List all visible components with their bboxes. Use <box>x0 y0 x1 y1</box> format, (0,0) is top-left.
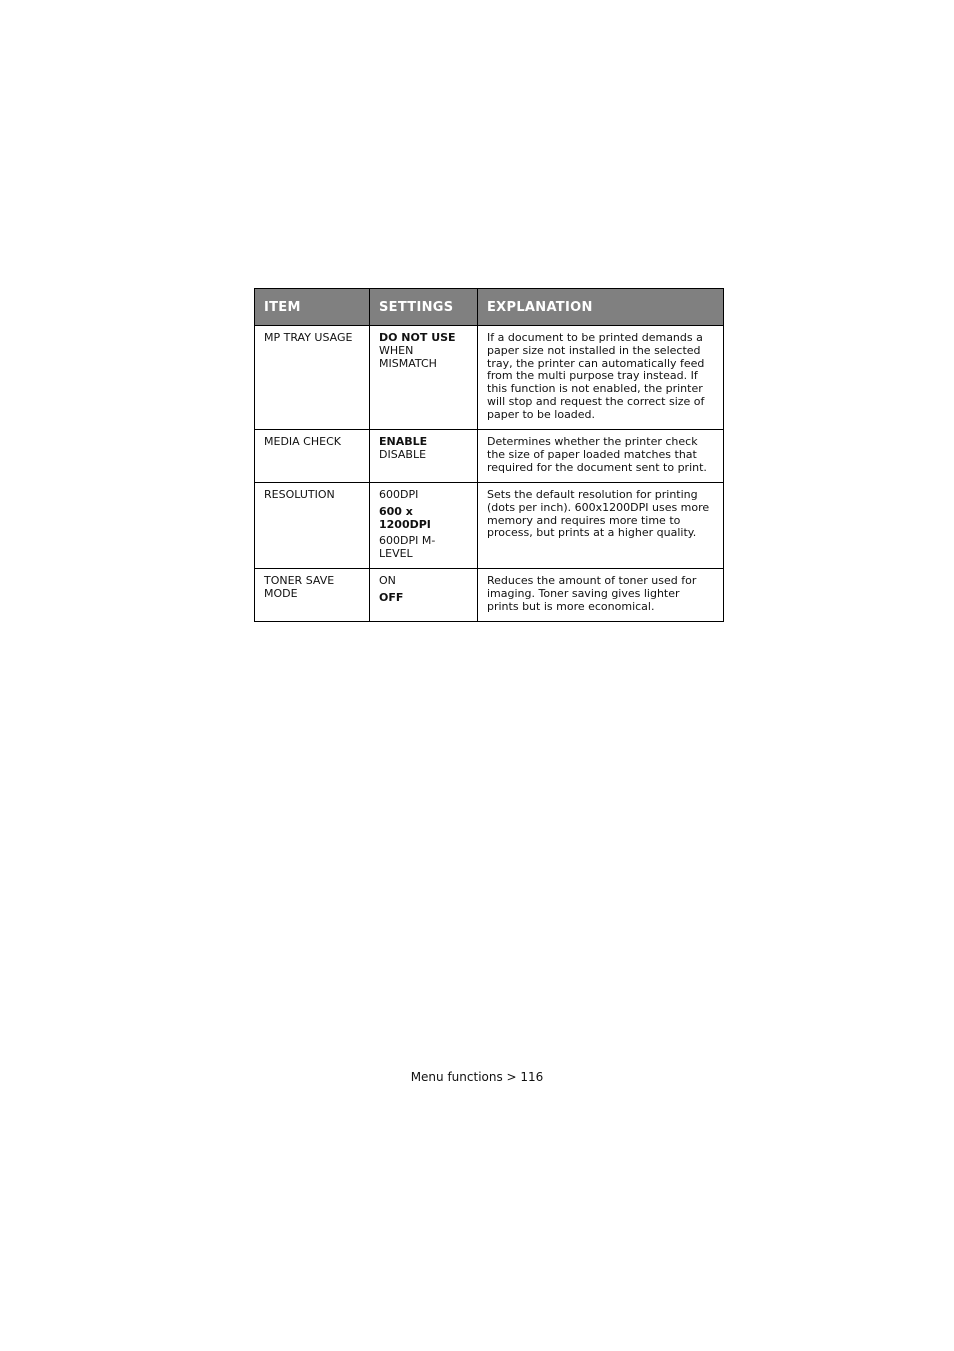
header-settings: SETTINGS <box>370 289 478 326</box>
explanation-cell: If a document to be printed demands a paper size not installed in the selected tray, the printer can automatically feed from the multi purpose tray instead. If this function is not enabled, the printer will stop and request the correct size of paper to be loaded. <box>478 326 724 430</box>
explanation-cell: Reduces the amount of toner used for imaging. Toner saving gives lighter prints but is more economical. <box>478 568 724 621</box>
item-cell: MP TRAY USAGE <box>255 326 370 430</box>
setting-default: OFF <box>379 590 404 604</box>
item-cell: MEDIA CHECK <box>255 430 370 483</box>
settings-cell <box>370 483 478 569</box>
header-item: ITEM <box>255 289 370 326</box>
page-footer: Menu functions > 116 <box>410 1070 544 1084</box>
settings-cell <box>370 568 478 621</box>
setting-option: DISABLE <box>379 447 427 461</box>
table-row <box>255 326 724 430</box>
explanation-cell: Determines whether the printer check the size of paper loaded matches that required for the document sent to print. <box>478 430 724 483</box>
setting-option: 600DPI <box>379 488 419 501</box>
settings-cell <box>370 430 478 483</box>
item-cell: RESOLUTION <box>255 483 370 569</box>
table-row <box>255 568 724 621</box>
settings-cell <box>370 326 478 430</box>
setting-default: 600 x 1200DPI <box>379 504 431 531</box>
table-row <box>255 430 724 483</box>
setting-option: WHEN MISMATCH <box>379 343 437 370</box>
setting-default: ENABLE <box>379 435 428 448</box>
table-row <box>255 483 724 569</box>
setting-default: DO NOT USE <box>379 331 456 344</box>
setting-option: 600DPI M-LEVEL <box>379 534 436 561</box>
header-explanation: EXPLANATION <box>478 289 724 326</box>
item-cell: TONER SAVE MODE <box>255 568 370 621</box>
table-header-row <box>255 289 724 326</box>
setting-option: ON <box>379 573 396 587</box>
explanation-cell: Sets the default resolution for printing (dots per inch). 600x1200DPI uses more memory and requires more time to process, but prints at a higher quality. <box>478 483 724 569</box>
menu-settings-table <box>254 288 724 622</box>
